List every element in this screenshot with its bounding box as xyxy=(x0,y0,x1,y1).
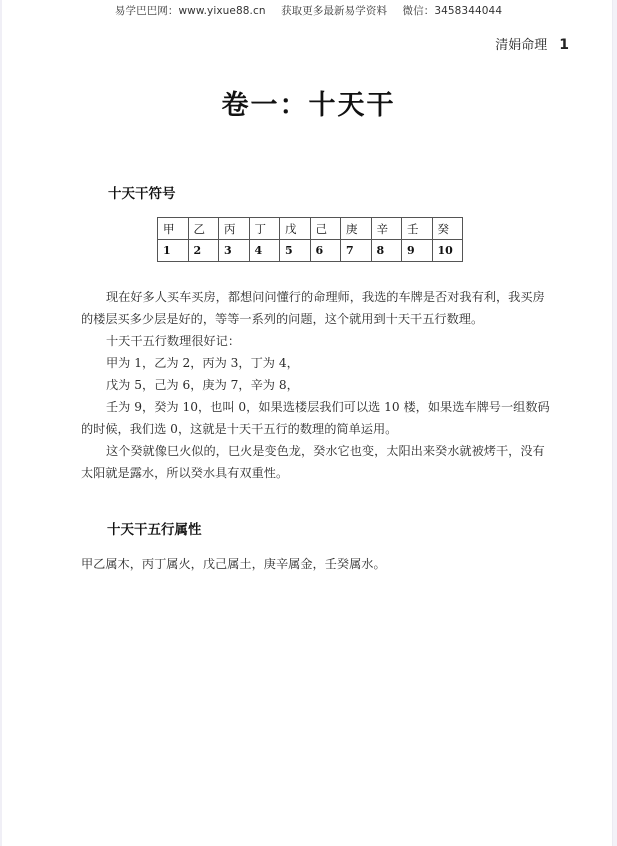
paragraph: 壬为 9，癸为 10，也叫 0，如果选楼层我们可以选 10 楼，如果选车牌号一组数码的时候，我们选 0，这就是十天干五行的数理的简单运用。 xyxy=(81,400,550,436)
table-cell: 4 xyxy=(249,240,280,262)
table-cell: 壬 xyxy=(402,218,433,240)
table-cell: 己 xyxy=(310,218,341,240)
paragraph: 现在好多人买车买房，都想问问懂行的命理师，我选的车牌是否对我有利，我买房的楼层买多少层是好的，等等一系列的问题，这个就用到十天干五行数理。 xyxy=(81,290,545,326)
watermark-site: 易学巴巴网：www.yixue88.cn xyxy=(114,5,266,17)
paragraph: 这个癸就像巳火似的，巳火是变色龙，癸水它也变，太阳出来癸水就被烤干，没有太阳就是露水，所以癸水具有双重性。 xyxy=(81,444,545,480)
table-row-numbers xyxy=(158,240,463,262)
table-row-stems xyxy=(158,218,463,240)
chapter-title: 卷一：十天干 xyxy=(221,90,396,121)
running-header xyxy=(495,34,569,53)
table-cell: 癸 xyxy=(432,218,463,240)
table-cell: 2 xyxy=(188,240,219,262)
heavenly-stems-table xyxy=(157,217,463,262)
section-heading-five-elements: 十天干五行属性 xyxy=(107,522,202,538)
table-cell: 庚 xyxy=(341,218,372,240)
table-cell: 10 xyxy=(432,240,463,262)
table-cell: 辛 xyxy=(371,218,402,240)
table-cell: 丙 xyxy=(219,218,250,240)
table-cell: 6 xyxy=(310,240,341,262)
page-right-edge xyxy=(612,0,617,846)
table-cell: 乙 xyxy=(188,218,219,240)
book-title: 清娟命理 xyxy=(495,38,548,53)
watermark-banner xyxy=(0,3,617,18)
paragraph: 十天干五行数理很好记： xyxy=(106,334,241,348)
watermark-wechat: 微信：3458344044 xyxy=(402,5,503,17)
table-cell: 9 xyxy=(402,240,433,262)
table-cell: 戊 xyxy=(280,218,311,240)
paragraph: 戊为 5，己为 6，庚为 7，辛为 8， xyxy=(106,378,299,392)
section-body-stem-numerology xyxy=(81,286,551,484)
paragraph: 甲为 1，乙为 2，丙为 3，丁为 4， xyxy=(106,356,299,370)
table-cell: 3 xyxy=(219,240,250,262)
paragraph-five-elements: 甲乙属木，丙丁属火，戊己属土，庚辛属金，壬癸属水。 xyxy=(81,557,386,571)
page-left-edge xyxy=(0,0,2,846)
table-cell: 甲 xyxy=(158,218,189,240)
table-cell: 1 xyxy=(158,240,189,262)
watermark-promo: 获取更多最新易学资料 xyxy=(281,5,388,17)
section-heading-stem-symbols: 十天干符号 xyxy=(108,186,176,202)
table-cell: 8 xyxy=(371,240,402,262)
table-cell: 丁 xyxy=(249,218,280,240)
table-cell: 7 xyxy=(341,240,372,262)
table-cell: 5 xyxy=(280,240,311,262)
page-number: 1 xyxy=(559,37,569,53)
